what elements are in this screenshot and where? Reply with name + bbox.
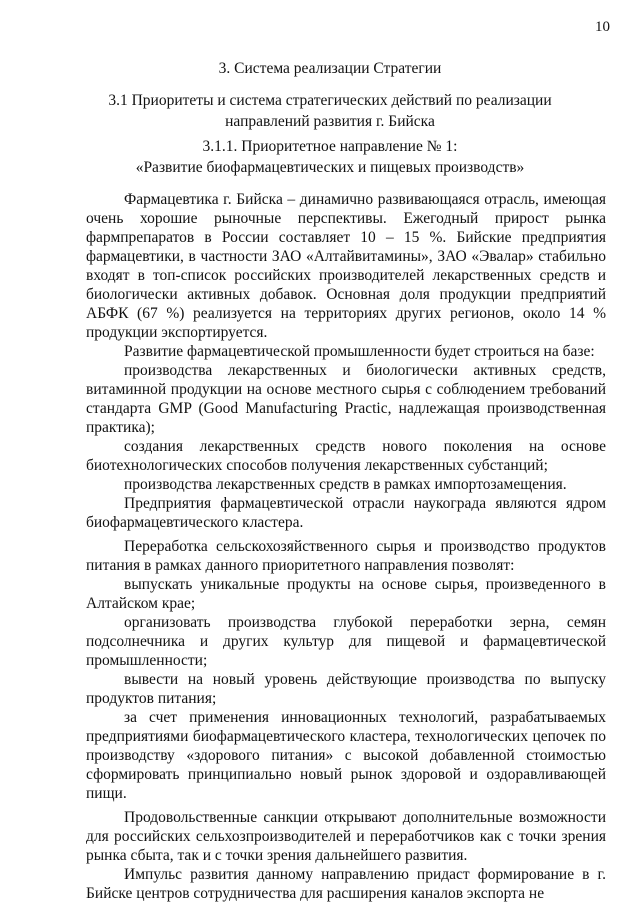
list-item: выпускать уникальные продукты на основе сырья, произведенного в Алтайском крае; bbox=[86, 576, 606, 612]
list-item: вывести на новый уровень действующие производства по выпуску продуктов питания; bbox=[86, 671, 606, 707]
list-item: за счет применения инновационных технологий, разрабатываемых предприятиями биофармацевтического кластера, технологических цепочек по производству «здорового питания» с высокой добавленной стоимостью сформировать принципиально новый рынок здоровой и оздоравливающей пищи. bbox=[86, 709, 606, 802]
direction-title bbox=[70, 136, 590, 178]
list-item: создания лекарственных средств нового поколения на основе биотехнологических способов получения лекарственных субстанций; bbox=[86, 438, 606, 474]
body-text bbox=[86, 190, 606, 903]
paragraph-cluster-core: Предприятия фармацевтической отрасли наукограда являются ядром биофармацевтического кластера. bbox=[86, 495, 606, 531]
list-item: производства лекарственных средств в рамках импортозамещения. bbox=[124, 476, 567, 493]
subsection-title: 3.1 Приоритеты и система стратегических действий по реализации направлений развития г. Бийска bbox=[108, 92, 552, 130]
list-item: производства лекарственных и биологически активных средств, витаминной продукции на основе местного сырья с соблюдением требований стандарта GMP (Good Manufacturing Practic, надлежащая производственная практика); bbox=[86, 362, 606, 436]
direction-title-line1: 3.1.1. Приоритетное направление № 1: bbox=[202, 138, 458, 155]
paragraph-impulse: Импульс развития данному направлению придаст формирование в г. Бийске центров сотрудничества для расширения каналов экспорта не bbox=[86, 866, 606, 902]
page-number: 10 bbox=[595, 19, 610, 35]
paragraph-base-heading: Развитие фармацевтической промышленности будет строиться на базе: bbox=[124, 343, 595, 360]
paragraph-sanctions: Продовольственные санкции открывают дополнительные возможности для российских сельхозпроизводителей и переработчиков как с точки зрения рынка сбыта, так и с точки зрения дальнейшего развития. bbox=[86, 809, 606, 864]
list-item: организовать производства глубокой переработки зерна, семян подсолнечника и других культур для пищевой и фармацевтической промышленности; bbox=[86, 614, 606, 669]
direction-title-line2: «Развитие биофармацевтических и пищевых производств» bbox=[135, 159, 525, 176]
section-title: 3. Система реализации Стратегии bbox=[218, 60, 442, 77]
paragraph-intro: Фармацевтика г. Бийска – динамично развивающаяся отрасль, имеющая очень хорошие рыночные перспективы. Ежегодный прирост рынка фармпрепаратов в России составляет 10 – 15 %. Бийские предприятия фармацевтики, в частности ЗАО «Алтайвитамины», ЗАО «Эвалар» стабильно входят в топ-список российских производителей лекарственных средств и биологически активных добавок. Основная доля продукции предприятий АБФК (67 %) реализуется на территориях других регионов, около 14 % продукции экспортируется. bbox=[86, 191, 606, 341]
paragraph-processing: Переработка сельскохозяйственного сырья и производство продуктов питания в рамках данного приоритетного направления позволят: bbox=[86, 538, 606, 574]
